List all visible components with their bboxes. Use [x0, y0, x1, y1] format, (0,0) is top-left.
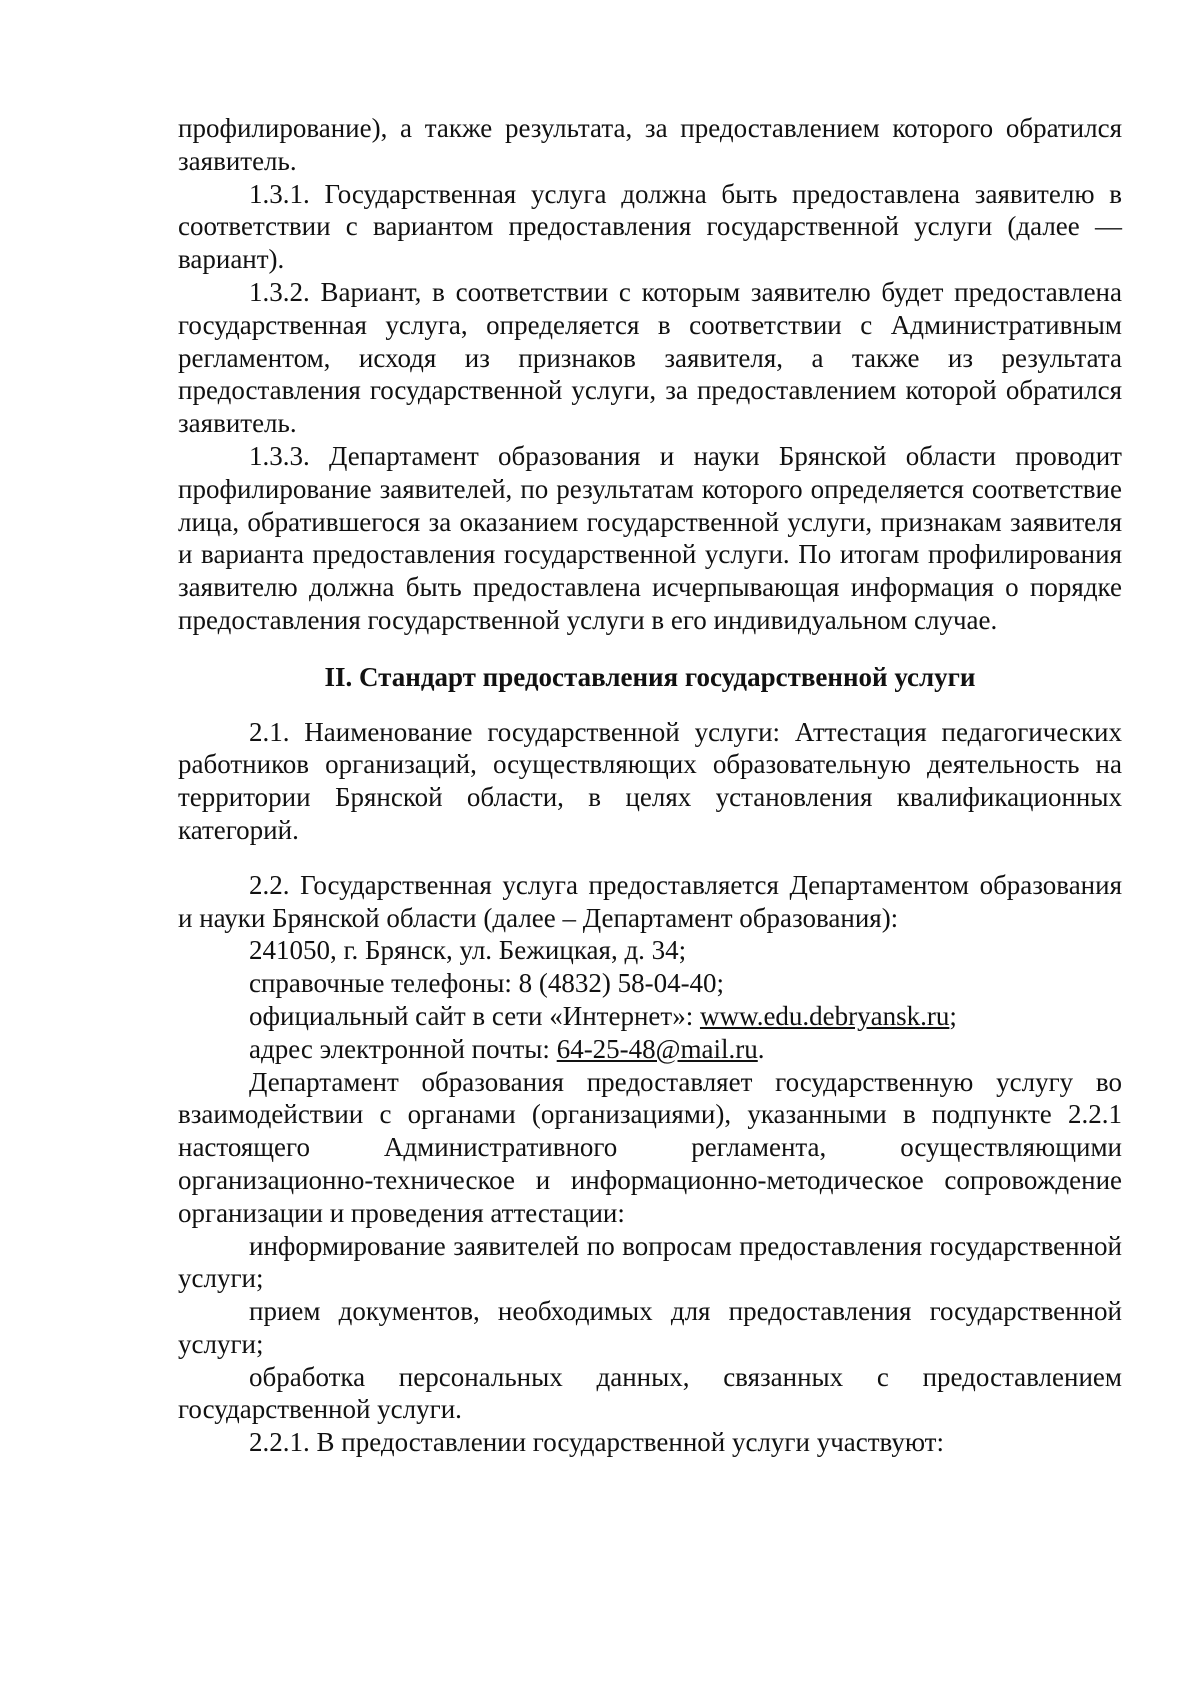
- website-suffix: ;: [949, 1000, 957, 1031]
- paragraph-2-2-1: 2.2.1. В предоставлении государственной услуги участвуют:: [249, 1427, 944, 1458]
- list-item-informing: информирование заявителей по вопросам предоставления государственной услуги;: [178, 1230, 1122, 1294]
- section-heading: II. Стандарт предоставления государственной услуги: [324, 661, 976, 692]
- website-line: [178, 1000, 1122, 1033]
- paragraph-1-3-1: 1.3.1. Государственная услуга должна быть предоставлена заявителю в соответствии с вариантом предоставления государственной услуги (далее — вариант).: [178, 178, 1122, 275]
- paragraph-2-1: 2.1. Наименование государственной услуги: Аттестация педагогических работников организаций, осуществляющих образовательную деятельность на территории Брянской области, в целях установления квалификационных категорий.: [178, 716, 1122, 845]
- website-label: официальный сайт в сети «Интернет»:: [249, 1000, 700, 1031]
- email-suffix: .: [757, 1033, 765, 1064]
- paragraph-1-3-3: 1.3.3. Департамент образования и науки Брянской области проводит профилирование заявителей, по результатам которого определяется соответствие лица, обратившегося за оказанием государственной услуги, признакам заявителя и варианта предоставления государственной услуги. По итогам профилирования заявителю должна быть предоставлена исчерпывающая информация о порядке предоставления государственной услуги в его индивидуальном случае.: [178, 440, 1122, 635]
- document-page: [178, 112, 1122, 1459]
- phones-line: справочные телефоны: 8 (4832) 58-04-40;: [249, 968, 725, 999]
- email-line: [178, 1033, 1122, 1066]
- paragraph-2-2: 2.2. Государственная услуга предоставляется Департаментом образования и науки Брянской области (далее – Департамент образования):: [178, 869, 1122, 933]
- address-line: 241050, г. Брянск, ул. Бежицкая, д. 34;: [249, 935, 687, 966]
- list-item-documents: прием документов, необходимых для предоставления государственной услуги;: [178, 1296, 1122, 1359]
- paragraph-continuation: профилирование), а также результата, за предоставлением которого обратился заявитель.: [178, 113, 1122, 176]
- paragraph-interaction: Департамент образования предоставляет государственную услугу во взаимодействии с органами (организациями), указанными в подпункте 2.2.1 настоящего Административного регламента, осуществляющими организационно-техническое и информационно-методическое сопровождение организации и проведения аттестации:: [178, 1066, 1122, 1228]
- email-label: адрес электронной почты:: [249, 1033, 557, 1064]
- email-link[interactable]: 64-25-48@mail.ru: [556, 1033, 758, 1064]
- paragraph-1-3-2: 1.3.2. Вариант, в соответствии с которым заявителю будет предоставлена государственная услуга, определяется в соответствии с Административным регламентом, исходя из признаков заявителя, а также из результата предоставления государственной услуги, за предоставлением которой обратился заявитель.: [178, 276, 1122, 439]
- website-link[interactable]: www.edu.debryansk.ru: [699, 1000, 950, 1031]
- list-item-personal-data: обработка персональных данных, связанных с предоставлением государственной услуги.: [178, 1361, 1122, 1425]
